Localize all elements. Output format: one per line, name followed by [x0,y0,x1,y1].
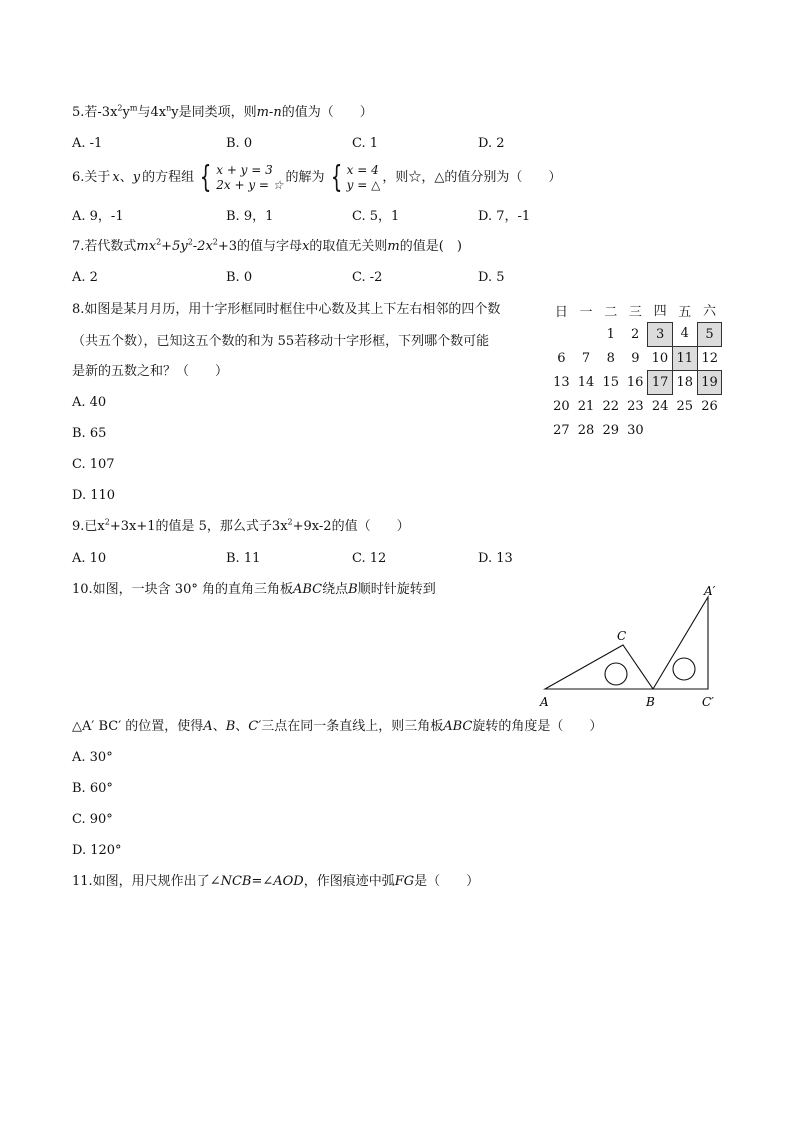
q10-var: ABC [443,719,473,734]
calendar-day-highlighted: 17 [648,370,673,394]
calendar-day [648,418,673,442]
system-equation: x + y = 3 [216,163,273,177]
q6-var: x [112,170,120,185]
brace-symbol: { [330,160,342,195]
q6-option-a: A. 9，-1 [72,209,124,224]
q10-var: ABC [292,582,323,597]
q5-option-c: C. 1 [352,136,379,151]
q6-option-c: C. 5，1 [352,209,400,224]
q6-text: 的方程组 [142,170,195,185]
calendar-day: 10 [651,350,669,366]
q10-text: 三点在同一条直线上，则三角板 [261,719,444,734]
q9-option-b: B. 11 [226,551,261,566]
q11-text: 11.如图，用尺规作出了 [72,874,210,889]
calendar-day: 16 [626,374,644,390]
weekday-label: 三 [628,304,642,320]
q7-var: x [302,239,310,254]
calendar-day: 25 [676,398,694,414]
calendar-day: 4 [680,326,689,342]
label-a: A [540,695,549,709]
calendar-week-row [549,370,722,394]
q9-option-c: C. 12 [352,551,387,566]
q6-text: 6.关于 [72,170,111,185]
q7-text: 7.若代数式 [72,239,137,254]
calendar-day [697,418,722,442]
q5-text: 与4x [137,105,167,120]
triangle-a-prime-b-c-prime [653,597,708,689]
triangle-abc [545,645,653,689]
q10-text: 旋转的角度是（ ） [472,719,603,734]
q10-text: 顺时针旋转到 [357,582,436,597]
calendar-day: 18 [676,374,694,390]
calendar-day [672,418,697,442]
q10-text: △A′ BC′ 的位置，使得 [72,719,204,734]
calendar-weekday-row [549,298,722,322]
q8-option-c: C. 107 [72,457,115,472]
q6-var: y [132,170,141,185]
q9-math: +9x-2 [292,519,332,534]
q6-text: 、 [119,170,133,185]
q10-option-b: B. 60° [72,781,113,796]
weekday-label: 四 [653,304,667,320]
calendar-day: 23 [627,398,644,414]
label-a-prime: A′ [704,584,716,598]
q10-text: 10.如图，一块含 30° 角的直角三角板 [72,582,293,597]
calendar-day: 12 [701,350,718,366]
system-equation: 2x + y = ☆ [216,178,284,192]
calendar-day: 21 [577,398,595,414]
label-c: C [617,629,627,643]
month-calendar [549,298,722,442]
weekday-label: 一 [579,304,593,320]
q8-option-d: D. 110 [72,488,116,503]
q8-line-3: 是新的五数之和？（ ） [72,364,229,379]
calendar-day: 29 [602,422,619,438]
q10-var: B [348,582,358,597]
calendar-week-row [549,322,722,346]
calendar-day: 13 [553,374,570,390]
q5-option-a: A. -1 [72,136,103,151]
q7-math: +3 [217,239,238,254]
calendar-day: 30 [627,422,644,438]
triangle-abc-hole [605,663,627,685]
q5-var: n [273,105,282,120]
q10-text: 、 [235,719,249,734]
q5-text: y [122,105,130,120]
calendar-day [574,322,599,346]
q6-option-b: B. 9，1 [226,209,274,224]
q8-line-1: 8.如图是某月月历，用十字形框同时框住中心数及其上下左右相邻的四个数 [72,302,501,317]
q10-text: 、 [212,719,226,734]
q10-line-1 [72,581,436,599]
weekday-label: 五 [678,304,692,320]
calendar-day [549,322,574,346]
q7-math: -2x [192,239,213,254]
weekday-label: 日 [554,304,568,320]
q11-var: FG [394,874,415,889]
q9-option-a: A. 10 [72,551,107,566]
equation-system [196,160,284,195]
weekday-label: 二 [604,304,618,320]
q7-text: 的取值无关则 [309,239,388,254]
calendar-day: 9 [631,350,640,366]
calendar-day-highlighted: 19 [697,370,722,394]
q10-var: C′ [248,719,262,734]
calendar-day: 2 [631,326,640,342]
q9-option-d: D. 13 [478,551,513,566]
q10-var: B [225,719,236,734]
q6-text: 的解为 [285,170,325,185]
calendar-day: 14 [577,374,595,390]
q5-text: - [268,105,274,120]
calendar-day: 7 [581,350,591,366]
q9-math: x [97,519,105,534]
calendar-day: 20 [553,398,570,414]
calendar-week-row [549,394,722,418]
calendar-day: 26 [701,398,718,414]
question-5-stem [72,104,373,122]
q10-line-2 [72,718,602,736]
rotated-triangle-figure [536,582,726,710]
q9-exp: 2 [104,517,110,527]
solution-system [327,160,381,195]
question-6-stem [72,160,561,196]
calendar-day-highlighted: 11 [672,346,697,370]
calendar-week-row [549,418,722,442]
q7-option-b: B. 0 [226,270,253,285]
q10-option-c: C. 90° [72,812,113,827]
system-equation: y = △ [346,178,381,192]
calendar-day: 1 [606,326,615,342]
calendar-day-highlighted: 3 [648,322,673,346]
q7-option-d: D. 5 [478,270,505,285]
q5-var: m [256,105,269,120]
q5-text: 5.若-3x [72,105,118,120]
q7-text: 的值与字母 [237,239,303,254]
weekday-label: 六 [702,304,716,320]
calendar-day-highlighted: 5 [697,322,722,346]
q9-math: 3x [271,519,288,534]
calendar-day: 27 [553,422,570,438]
calendar-week-row [549,346,722,370]
q9-exp: 2 [287,517,293,527]
q7-math: mx [136,239,157,254]
q6-text: ，则☆，△的值分别为（ ） [382,170,562,185]
q8-option-b: B. 65 [72,426,107,441]
q7-text: 的值是( ) [399,239,462,254]
q6-option-d: D. 7，-1 [478,209,531,224]
q7-exp: 2 [212,237,218,247]
q5-exp: 2 [117,103,123,113]
q5-exp: m [129,103,138,113]
q5-option-d: D. 2 [478,136,505,151]
calendar-day: 8 [606,350,615,366]
calendar-day: 15 [602,374,619,390]
q9-math: +3x+1 [109,519,156,534]
triangle-prime-hole [673,658,695,680]
q7-exp: 2 [156,237,162,247]
q5-text: y是同类项，则 [171,105,257,120]
q5-option-b: B. 0 [226,136,253,151]
calendar-day: 22 [602,398,619,414]
q7-var: m [387,239,400,254]
q10-option-d: D. 120° [72,843,122,858]
q11-text: ，作图痕迹中弧 [303,874,395,889]
question-9-stem [72,518,410,536]
q5-exp: n [166,103,172,113]
calendar-day: 24 [651,398,669,414]
q10-text: 绕点 [322,582,349,597]
brace-symbol: { [199,160,212,195]
q11-math: ∠NCB=∠AOD [209,874,304,889]
label-b: B [646,695,655,709]
q9-text: 的值（ ） [331,519,410,534]
q8-option-a: A. 40 [72,395,107,410]
q7-option-a: A. 2 [72,270,98,285]
q5-text: 的值为（ ） [281,105,373,120]
label-c-prime: C′ [702,695,714,709]
q7-math: +5y [161,239,188,254]
q9-text: 9.已 [72,519,98,534]
q7-option-c: C. -2 [352,270,383,285]
q8-line-2: （共五个数），已知这五个数的和为 55若移动十字形框，下列哪个数可能 [72,334,490,349]
system-equation: x = 4 [346,163,379,177]
q11-text: 是（ ） [414,874,480,889]
question-7-stem [72,238,462,256]
calendar-day: 28 [577,422,595,438]
q9-text: 的值是 5，那么式子 [155,519,272,534]
q7-exp: 2 [187,237,193,247]
q10-var: A [203,719,213,734]
question-11-stem [72,873,479,891]
calendar-day: 6 [557,350,566,366]
q10-option-a: A. 30° [72,750,113,765]
